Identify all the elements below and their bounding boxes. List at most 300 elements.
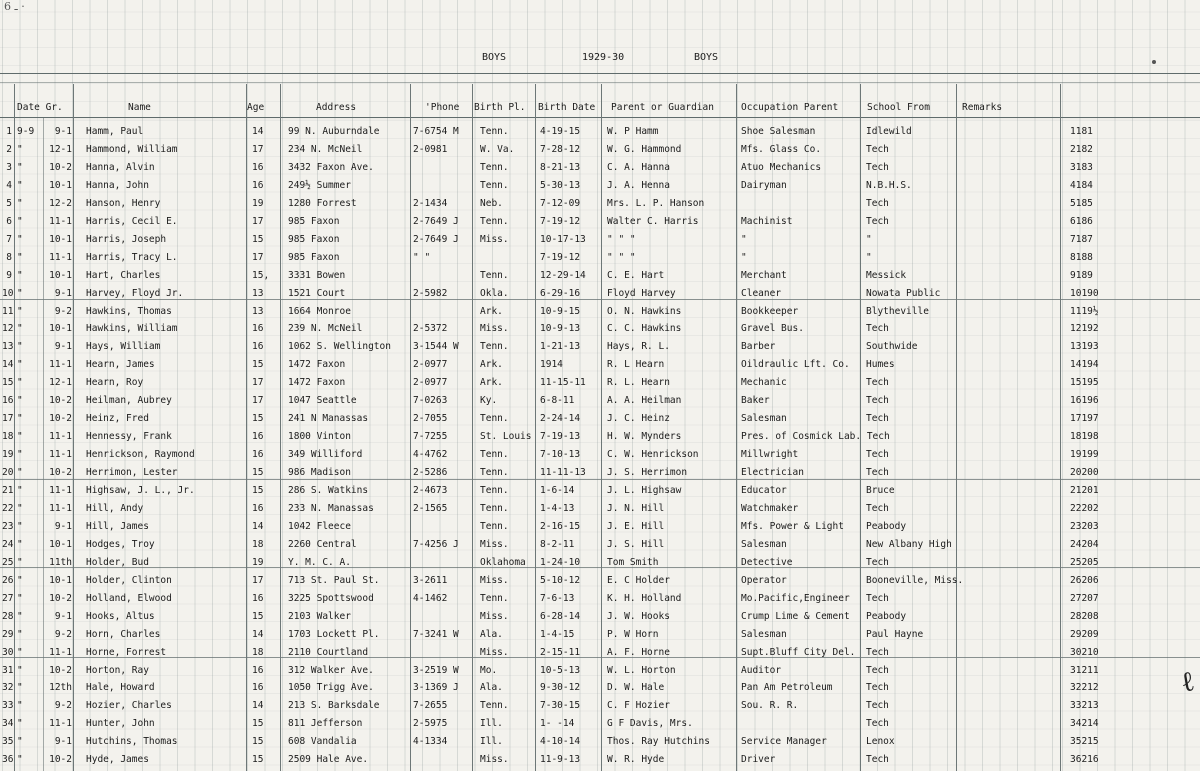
row-parent: H. W. Mynders <box>607 431 682 443</box>
row-birth-date: 5-30-13 <box>540 179 581 191</box>
row-name: Holder, Clinton <box>86 574 172 586</box>
row-parent: J. L. Highsaw <box>607 485 682 496</box>
row-parent: A. F. Horne <box>607 646 670 658</box>
row-birth-place: Oklahoma <box>480 556 526 568</box>
row-age: 16 <box>252 179 264 191</box>
row-parent: C. A. Hanna <box>607 161 670 173</box>
row-date: " <box>17 431 23 443</box>
row-number: 7 <box>6 233 12 245</box>
row-age: 14 <box>252 700 264 712</box>
row-number: 30 <box>2 646 14 658</box>
row-parent: Thos. Ray Hutchins <box>607 736 710 748</box>
row-age: 16 <box>252 449 264 461</box>
row-parent: R. L Hearn <box>607 359 665 371</box>
table-row <box>0 319 1200 337</box>
row-grade: 9-1 <box>54 126 72 137</box>
row-birth-date: 9-30-12 <box>540 682 581 694</box>
table-row <box>0 122 1200 140</box>
row-record-number: 14194 <box>1070 359 1099 371</box>
row-grade: 11-1 <box>49 431 72 443</box>
row-school-from: Booneville, Miss. <box>866 574 964 586</box>
row-date: " <box>17 251 23 263</box>
row-address: 234 N. McNeil <box>288 143 363 155</box>
row-parent: " " " <box>607 233 636 245</box>
row-birth-date: 2-15-11 <box>540 646 581 658</box>
row-record-number: 4184 <box>1070 179 1093 191</box>
row-address: 233 N. Manassas <box>288 502 374 514</box>
row-record-number: 2182 <box>1070 143 1093 155</box>
row-birth-place: Tenn. <box>480 126 509 137</box>
row-grade: 12-1 <box>49 143 72 155</box>
row-birth-date: 7-19-12 <box>540 215 581 227</box>
row-date: " <box>17 359 23 371</box>
row-record-number: 18198 <box>1070 431 1099 443</box>
row-phone: 4-1462 <box>413 592 448 604</box>
row-parent: W. R. Hyde <box>607 754 665 766</box>
row-date: " <box>17 287 23 299</box>
row-phone: 2-7055 <box>413 413 448 425</box>
row-number: 2 <box>6 143 12 155</box>
row-school-from: Peabody <box>866 610 907 622</box>
row-parent: C. C. Hawkins <box>607 323 682 335</box>
row-birth-date: 11-15-11 <box>540 377 586 389</box>
row-name: Hunter, John <box>86 718 155 730</box>
row-address: 1703 Lockett Pl. <box>288 628 380 640</box>
row-date: " <box>17 449 23 461</box>
row-parent: K. H. Holland <box>607 592 682 604</box>
row-parent: J. S. Herrimon <box>607 467 688 479</box>
row-grade: 11-1 <box>49 646 72 658</box>
row-age: 15 <box>252 736 264 748</box>
row-occupation: Machinist <box>741 215 793 227</box>
row-birth-date: 7-6-13 <box>540 592 575 604</box>
row-phone: 2-0981 <box>413 143 448 155</box>
row-date: " <box>17 664 23 676</box>
row-date: " <box>17 269 23 281</box>
row-grade: 12th <box>49 682 72 694</box>
row-school-from: Tech <box>866 664 889 676</box>
row-parent: " " " <box>607 251 636 263</box>
row-date: " <box>17 467 23 479</box>
row-birth-place: Tenn. <box>480 449 509 461</box>
row-name: Horton, Ray <box>86 664 149 676</box>
row-school-from: Tech <box>866 377 889 389</box>
row-age: 14 <box>252 628 264 640</box>
row-name: Hyde, James <box>86 754 149 766</box>
row-age: 15 <box>252 467 264 479</box>
row-occupation: Salesman <box>741 538 787 550</box>
row-age: 18 <box>252 538 264 550</box>
row-record-number: 17197 <box>1070 413 1099 425</box>
row-date: " <box>17 538 23 550</box>
row-address: 985 Faxon <box>288 251 340 263</box>
row-occupation: Detective <box>741 556 793 568</box>
row-birth-place: Tenn. <box>480 161 509 173</box>
row-parent: J. N. Hill <box>607 502 665 514</box>
row-birth-place: Ky. <box>480 395 498 407</box>
row-name: Heinz, Fred <box>86 413 149 425</box>
row-number: 21 <box>2 485 14 496</box>
row-number: 16 <box>2 395 14 407</box>
row-name: Hill, James <box>86 520 149 532</box>
row-date: " <box>17 413 23 425</box>
row-age: 17 <box>252 395 264 407</box>
row-address: 1472 Faxon <box>288 377 346 389</box>
table-row <box>0 499 1200 517</box>
row-occupation: Mfs. Glass Co. <box>741 143 822 155</box>
row-name: Hennessy, Frank <box>86 431 172 443</box>
table-row <box>0 750 1200 768</box>
row-address: 312 Walker Ave. <box>288 664 374 676</box>
row-record-number: 1181 <box>1070 126 1093 137</box>
row-parent: J. C. Heinz <box>607 413 670 425</box>
row-school-from: Nowata Public <box>866 287 941 299</box>
row-age: 15, <box>252 269 270 281</box>
header-left: BOYS <box>482 52 507 63</box>
row-birth-date: 11-11-13 <box>540 467 586 479</box>
row-number: 27 <box>2 592 14 604</box>
row-birth-place: Ala. <box>480 682 503 694</box>
row-date: " <box>17 377 23 389</box>
row-name: Horne, Forrest <box>86 646 167 658</box>
row-birth-date: 1-21-13 <box>540 341 581 353</box>
row-name: Hearn, Roy <box>86 377 144 389</box>
row-birth-place: Ark. <box>480 305 503 317</box>
row-age: 17 <box>252 574 264 586</box>
row-record-number: 5185 <box>1070 197 1093 209</box>
row-number: 6 <box>6 215 12 227</box>
row-birth-date: 1-24-10 <box>540 556 581 568</box>
row-phone: 7-6754 M <box>413 126 459 137</box>
row-address: 1472 Faxon <box>288 359 346 371</box>
row-phone: 2-5975 <box>413 718 448 730</box>
row-record-number: 21201 <box>1070 485 1099 496</box>
row-birth-date: 1914 <box>540 359 563 371</box>
table-row <box>0 212 1200 230</box>
row-age: 13 <box>252 305 264 317</box>
row-name: Hammond, William <box>86 143 178 155</box>
row-grade: 9-2 <box>54 700 72 712</box>
row-birth-date: 2-16-15 <box>540 520 581 532</box>
row-phone: 7-3241 W <box>413 628 459 640</box>
row-name: Hanna, John <box>86 179 149 191</box>
row-birth-date: 1-4-15 <box>540 628 575 640</box>
row-school-from: New Albany High <box>866 538 952 550</box>
row-address: 3331 Bowen <box>288 269 346 281</box>
row-school-from: Southwide <box>866 341 918 353</box>
row-school-from: Tech <box>866 502 889 514</box>
row-birth-date: 4-10-14 <box>540 736 581 748</box>
row-school-from: N.B.H.S. <box>866 179 912 191</box>
row-birth-date: 8-2-11 <box>540 538 575 550</box>
row-grade: 10-2 <box>49 664 72 676</box>
row-name: Hays, William <box>86 341 161 353</box>
row-occupation: Dairyman <box>741 179 787 191</box>
row-birth-place: Tenn. <box>480 467 509 479</box>
row-date: " <box>17 161 23 173</box>
row-parent: W. P Hamm <box>607 126 659 137</box>
row-birth-place: Ark. <box>480 377 503 389</box>
row-school-from: Humes <box>866 359 895 371</box>
row-grade: 9-1 <box>54 520 72 532</box>
row-date: " <box>17 610 23 622</box>
row-date: " <box>17 574 23 586</box>
row-parent: W. L. Horton <box>607 664 676 676</box>
row-number: 35 <box>2 736 14 748</box>
row-age: 17 <box>252 215 264 227</box>
row-number: 5 <box>6 197 12 209</box>
table-row <box>0 373 1200 391</box>
table-row <box>0 481 1200 499</box>
row-school-from: " <box>866 233 872 245</box>
row-grade: 9-1 <box>54 287 72 299</box>
row-birth-place: Tenn. <box>480 341 509 353</box>
row-number: 24 <box>2 538 14 550</box>
row-address: 3432 Faxon Ave. <box>288 161 374 173</box>
row-birth-place: Tenn. <box>480 700 509 712</box>
row-occupation: Watchmaker <box>741 502 799 514</box>
row-phone: 2-1565 <box>413 502 448 514</box>
rule-top <box>0 73 1200 74</box>
row-address: 985 Faxon <box>288 215 340 227</box>
row-birth-place: Tenn. <box>480 485 509 496</box>
row-address: 1062 S. Wellington <box>288 341 391 353</box>
row-parent: J. E. Hill <box>607 520 665 532</box>
row-phone: 7-4256 J <box>413 538 459 550</box>
row-name: Hawkins, William <box>86 323 178 335</box>
row-name: Horn, Charles <box>86 628 161 640</box>
row-school-from: Tech <box>866 700 889 712</box>
row-record-number: 33213 <box>1070 700 1099 712</box>
table-row <box>0 427 1200 445</box>
row-occupation: Electrician <box>741 467 804 479</box>
row-school-from: Messick <box>866 269 907 281</box>
table-row <box>0 194 1200 212</box>
row-parent: W. G. Hammond <box>607 143 682 155</box>
row-phone: 3-1369 J <box>413 682 459 694</box>
row-birth-place: Tenn. <box>480 215 509 227</box>
row-number: 12 <box>2 323 14 335</box>
row-school-from: Lenox <box>866 736 895 748</box>
row-number: 31 <box>2 664 14 676</box>
row-date: " <box>17 233 23 245</box>
row-parent: P. W Horn <box>607 628 659 640</box>
row-occupation: Mo.Pacific,Engineer <box>741 592 850 604</box>
row-address: 1521 Court <box>288 287 346 299</box>
row-record-number: 9189 <box>1070 269 1093 281</box>
row-grade: 12-1 <box>49 377 72 389</box>
col-school-from: School From <box>867 102 930 113</box>
row-school-from: Tech <box>866 161 889 173</box>
col-age: Age <box>247 102 265 113</box>
row-name: Hart, Charles <box>86 269 161 281</box>
table-row <box>0 302 1200 320</box>
row-birth-place: Ill. <box>480 718 503 730</box>
row-phone: 2-5286 <box>413 467 448 479</box>
row-birth-place: Miss. <box>480 323 509 335</box>
row-name: Hale, Howard <box>86 682 155 694</box>
row-birth-date: 10-5-13 <box>540 664 581 676</box>
row-grade: 10-1 <box>49 538 72 550</box>
row-birth-place: Tenn. <box>480 592 509 604</box>
table-row <box>0 535 1200 553</box>
row-occupation: Millwright <box>741 449 799 461</box>
row-birth-place: Miss. <box>480 233 509 245</box>
table-row <box>0 678 1200 696</box>
row-school-from: " <box>866 251 872 263</box>
table-row <box>0 589 1200 607</box>
row-address: 986 Madison <box>288 467 351 479</box>
row-record-number: 10190 <box>1070 287 1099 299</box>
row-name: Hanson, Henry <box>86 197 161 209</box>
row-age: 16 <box>252 161 264 173</box>
row-name: Hodges, Troy <box>86 538 155 550</box>
row-parent: Mrs. L. P. Hanson <box>607 197 705 209</box>
row-number: 8 <box>6 251 12 263</box>
row-address: 608 Vandalia <box>288 736 357 748</box>
row-number: 1 <box>6 126 12 137</box>
row-record-number: 15195 <box>1070 377 1099 389</box>
row-age: 15 <box>252 413 264 425</box>
row-occupation: Cleaner <box>741 287 782 299</box>
row-age: 17 <box>252 377 264 389</box>
table-row <box>0 266 1200 284</box>
row-occupation: Mechanic <box>741 377 787 389</box>
row-name: Harris, Tracy L. <box>86 251 178 263</box>
row-date: " <box>17 718 23 730</box>
row-date: " <box>17 179 23 191</box>
row-name: Hearn, James <box>86 359 155 371</box>
row-occupation: Educator <box>741 485 787 496</box>
row-age: 15 <box>252 233 264 245</box>
row-record-number: 7187 <box>1070 233 1093 245</box>
table-row <box>0 463 1200 481</box>
row-date: " <box>17 520 23 532</box>
row-parent: O. N. Hawkins <box>607 305 682 317</box>
row-school-from: Tech <box>866 197 889 209</box>
margin-scribble: ℓ <box>1177 664 1197 699</box>
rule-top-2 <box>0 82 1200 83</box>
row-age: 14 <box>252 126 264 137</box>
table-row <box>0 409 1200 427</box>
col-birth-place: Birth Pl. <box>474 102 526 113</box>
row-birth-place: Ill. <box>480 736 503 748</box>
row-birth-place: W. Va. <box>480 143 515 155</box>
row-parent: A. A. Heilman <box>607 395 682 407</box>
row-address: 1800 Vinton <box>288 431 351 443</box>
row-birth-date: 10-9-13 <box>540 323 581 335</box>
row-birth-date: 8-21-13 <box>540 161 581 173</box>
table-row <box>0 230 1200 248</box>
row-date: 9-9 <box>17 126 35 137</box>
row-record-number: 35215 <box>1070 736 1099 748</box>
row-school-from: Peabody <box>866 520 907 532</box>
row-parent: D. W. Hale <box>607 682 665 694</box>
row-name: Hawkins, Thomas <box>86 305 172 317</box>
table-row <box>0 571 1200 589</box>
row-birth-date: 1- -14 <box>540 718 575 730</box>
row-grade: 10-2 <box>49 754 72 766</box>
row-occupation: " <box>741 233 747 245</box>
row-name: Hozier, Charles <box>86 700 172 712</box>
row-date: " <box>17 736 23 748</box>
row-birth-date: 7-30-15 <box>540 700 581 712</box>
row-age: 16 <box>252 502 264 514</box>
col-address: Address <box>316 102 357 113</box>
row-phone: " " <box>413 251 431 263</box>
table-row <box>0 517 1200 535</box>
row-grade: 11-1 <box>49 359 72 371</box>
row-record-number: 8188 <box>1070 251 1093 263</box>
row-occupation: Service Manager <box>741 736 827 748</box>
row-school-from: Tech <box>866 395 889 407</box>
row-date: " <box>17 143 23 155</box>
row-occupation: Driver <box>741 754 776 766</box>
row-grade: 11-1 <box>49 215 72 227</box>
row-record-number: 31211 <box>1070 664 1099 676</box>
row-number: 18 <box>2 431 14 443</box>
row-age: 17 <box>252 251 264 263</box>
row-record-number: 30210 <box>1070 646 1099 658</box>
row-age: 16 <box>252 664 264 676</box>
row-school-from: Bruce <box>866 485 895 496</box>
row-name: Henrickson, Raymond <box>86 449 195 461</box>
row-grade: 11-1 <box>49 485 72 496</box>
row-address: 2509 Hale Ave. <box>288 754 369 766</box>
row-name: Highsaw, J. L., Jr. <box>86 485 195 496</box>
row-birth-date: 1-6-14 <box>540 485 575 496</box>
row-birth-date: 11-9-13 <box>540 754 581 766</box>
row-name: Harris, Cecil E. <box>86 215 178 227</box>
row-occupation: Mfs. Power & Light <box>741 520 844 532</box>
table-row <box>0 696 1200 714</box>
table-row <box>0 625 1200 643</box>
row-phone: 2-0977 <box>413 359 448 371</box>
row-name: Hutchins, Thomas <box>86 736 178 748</box>
row-birth-place: Ark. <box>480 359 503 371</box>
row-age: 19 <box>252 197 264 209</box>
row-address: 1042 Fleece <box>288 520 351 532</box>
row-record-number: 20200 <box>1070 467 1099 479</box>
row-birth-place: Miss. <box>480 610 509 622</box>
row-phone: 7-2655 <box>413 700 448 712</box>
row-number: 20 <box>2 467 14 479</box>
row-phone: 3-2611 <box>413 574 448 586</box>
col-parent: Parent or Guardian <box>611 102 714 113</box>
page-header <box>0 52 1200 68</box>
table-row <box>0 158 1200 176</box>
row-age: 13 <box>252 287 264 299</box>
row-grade: 10-1 <box>49 269 72 281</box>
row-grade: 9-1 <box>54 736 72 748</box>
row-grade: 10-2 <box>49 161 72 173</box>
row-grade: 9-1 <box>54 341 72 353</box>
table-row <box>0 643 1200 661</box>
row-record-number: 3183 <box>1070 161 1093 173</box>
row-number: 15 <box>2 377 14 389</box>
row-school-from: Paul Hayne <box>866 628 924 640</box>
row-grade: 9-2 <box>54 628 72 640</box>
row-grade: 10-1 <box>49 179 72 191</box>
row-grade: 10-2 <box>49 467 72 479</box>
row-address: 1664 Monroe <box>288 305 351 317</box>
row-school-from: Tech <box>866 754 889 766</box>
row-birth-place: Mo. <box>480 664 498 676</box>
row-birth-place: Miss. <box>480 574 509 586</box>
row-grade: 11-1 <box>49 718 72 730</box>
row-birth-date: 6-29-16 <box>540 287 581 299</box>
row-date: " <box>17 395 23 407</box>
